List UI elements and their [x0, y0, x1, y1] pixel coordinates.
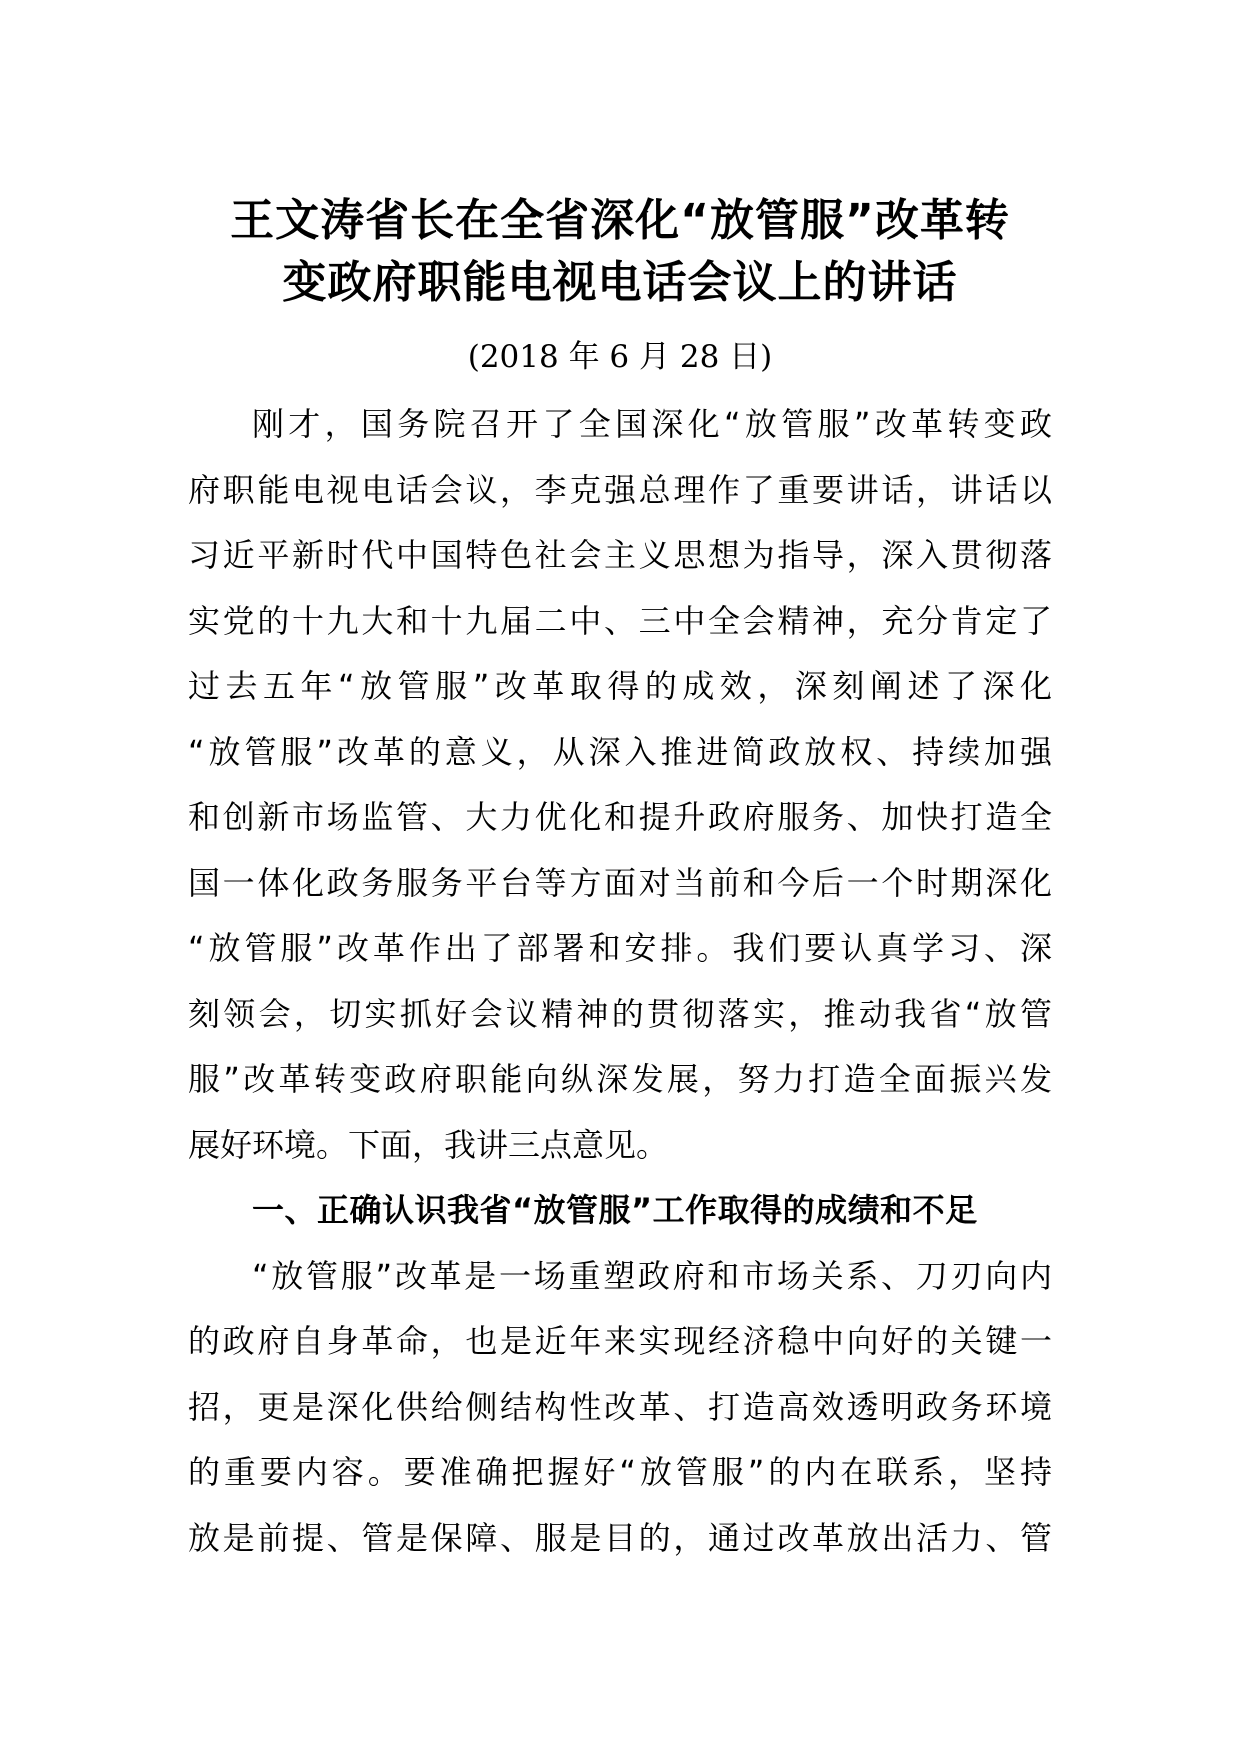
paragraph-line: 服”改革转变政府职能向纵深发展，努力打造全面振兴发	[188, 1060, 1052, 1098]
speech-date: (2018 年 6 月 28 日)	[467, 339, 773, 375]
paragraph-line: 习近平新时代中国特色社会主义思想为指导，深入贯彻落	[188, 536, 1052, 574]
paragraph-line: “放管服”改革作出了部署和安排。我们要认真学习、深	[188, 929, 1052, 967]
section-heading: 一、正确认识我省“放管服”工作取得的成绩和不足	[252, 1191, 978, 1229]
document-body	[188, 392, 1052, 1571]
paragraph-line: 和创新市场监管、大力优化和提升政府服务、加快打造全	[188, 798, 1052, 836]
paragraph-line: 放是前提、管是保障、服是目的，通过改革放出活力、管	[188, 1518, 1052, 1557]
title-line-1: 王文涛省长在全省深化“放管服”改革转	[230, 195, 1010, 246]
paragraph-line: 国一体化政务服务平台等方面对当前和今后一个时期深化	[188, 863, 1052, 902]
paragraph-line: 刚才，国务院召开了全国深化“放管服”改革转变政	[252, 405, 1052, 443]
paragraph-line: 招，更是深化供给侧结构性改革、打造高效透明政务环境	[188, 1387, 1052, 1426]
title-line-2: 变政府职能电视电话会议上的讲话	[282, 257, 958, 308]
paragraph-line: 的政府自身革命，也是近年来实现经济稳中向好的关键一	[188, 1322, 1052, 1360]
paragraph-line: 府职能电视电话会议，李克强总理作了重要讲话，讲话以	[188, 470, 1052, 509]
paragraph-line: 刻领会，切实抓好会议精神的贯彻落实，推动我省“放管	[188, 994, 1052, 1033]
paragraph-line: 的重要内容。要准确把握好“放管服”的内在联系，坚持	[188, 1453, 1052, 1491]
paragraph-line: 展好环境。下面，我讲三点意见。	[188, 1125, 669, 1164]
paragraph-line: 过去五年“放管服”改革取得的成效，深刻阐述了深化	[188, 667, 1052, 705]
paragraph-line: “放管服”改革是一场重塑政府和市场关系、刀刃向内	[252, 1256, 1052, 1295]
paragraph-line: “放管服”改革的意义，从深入推进简政放权、持续加强	[188, 732, 1052, 771]
document-title	[150, 190, 1090, 314]
paragraph-line: 实党的十九大和十九届二中、三中全会精神，充分肯定了	[188, 601, 1052, 640]
